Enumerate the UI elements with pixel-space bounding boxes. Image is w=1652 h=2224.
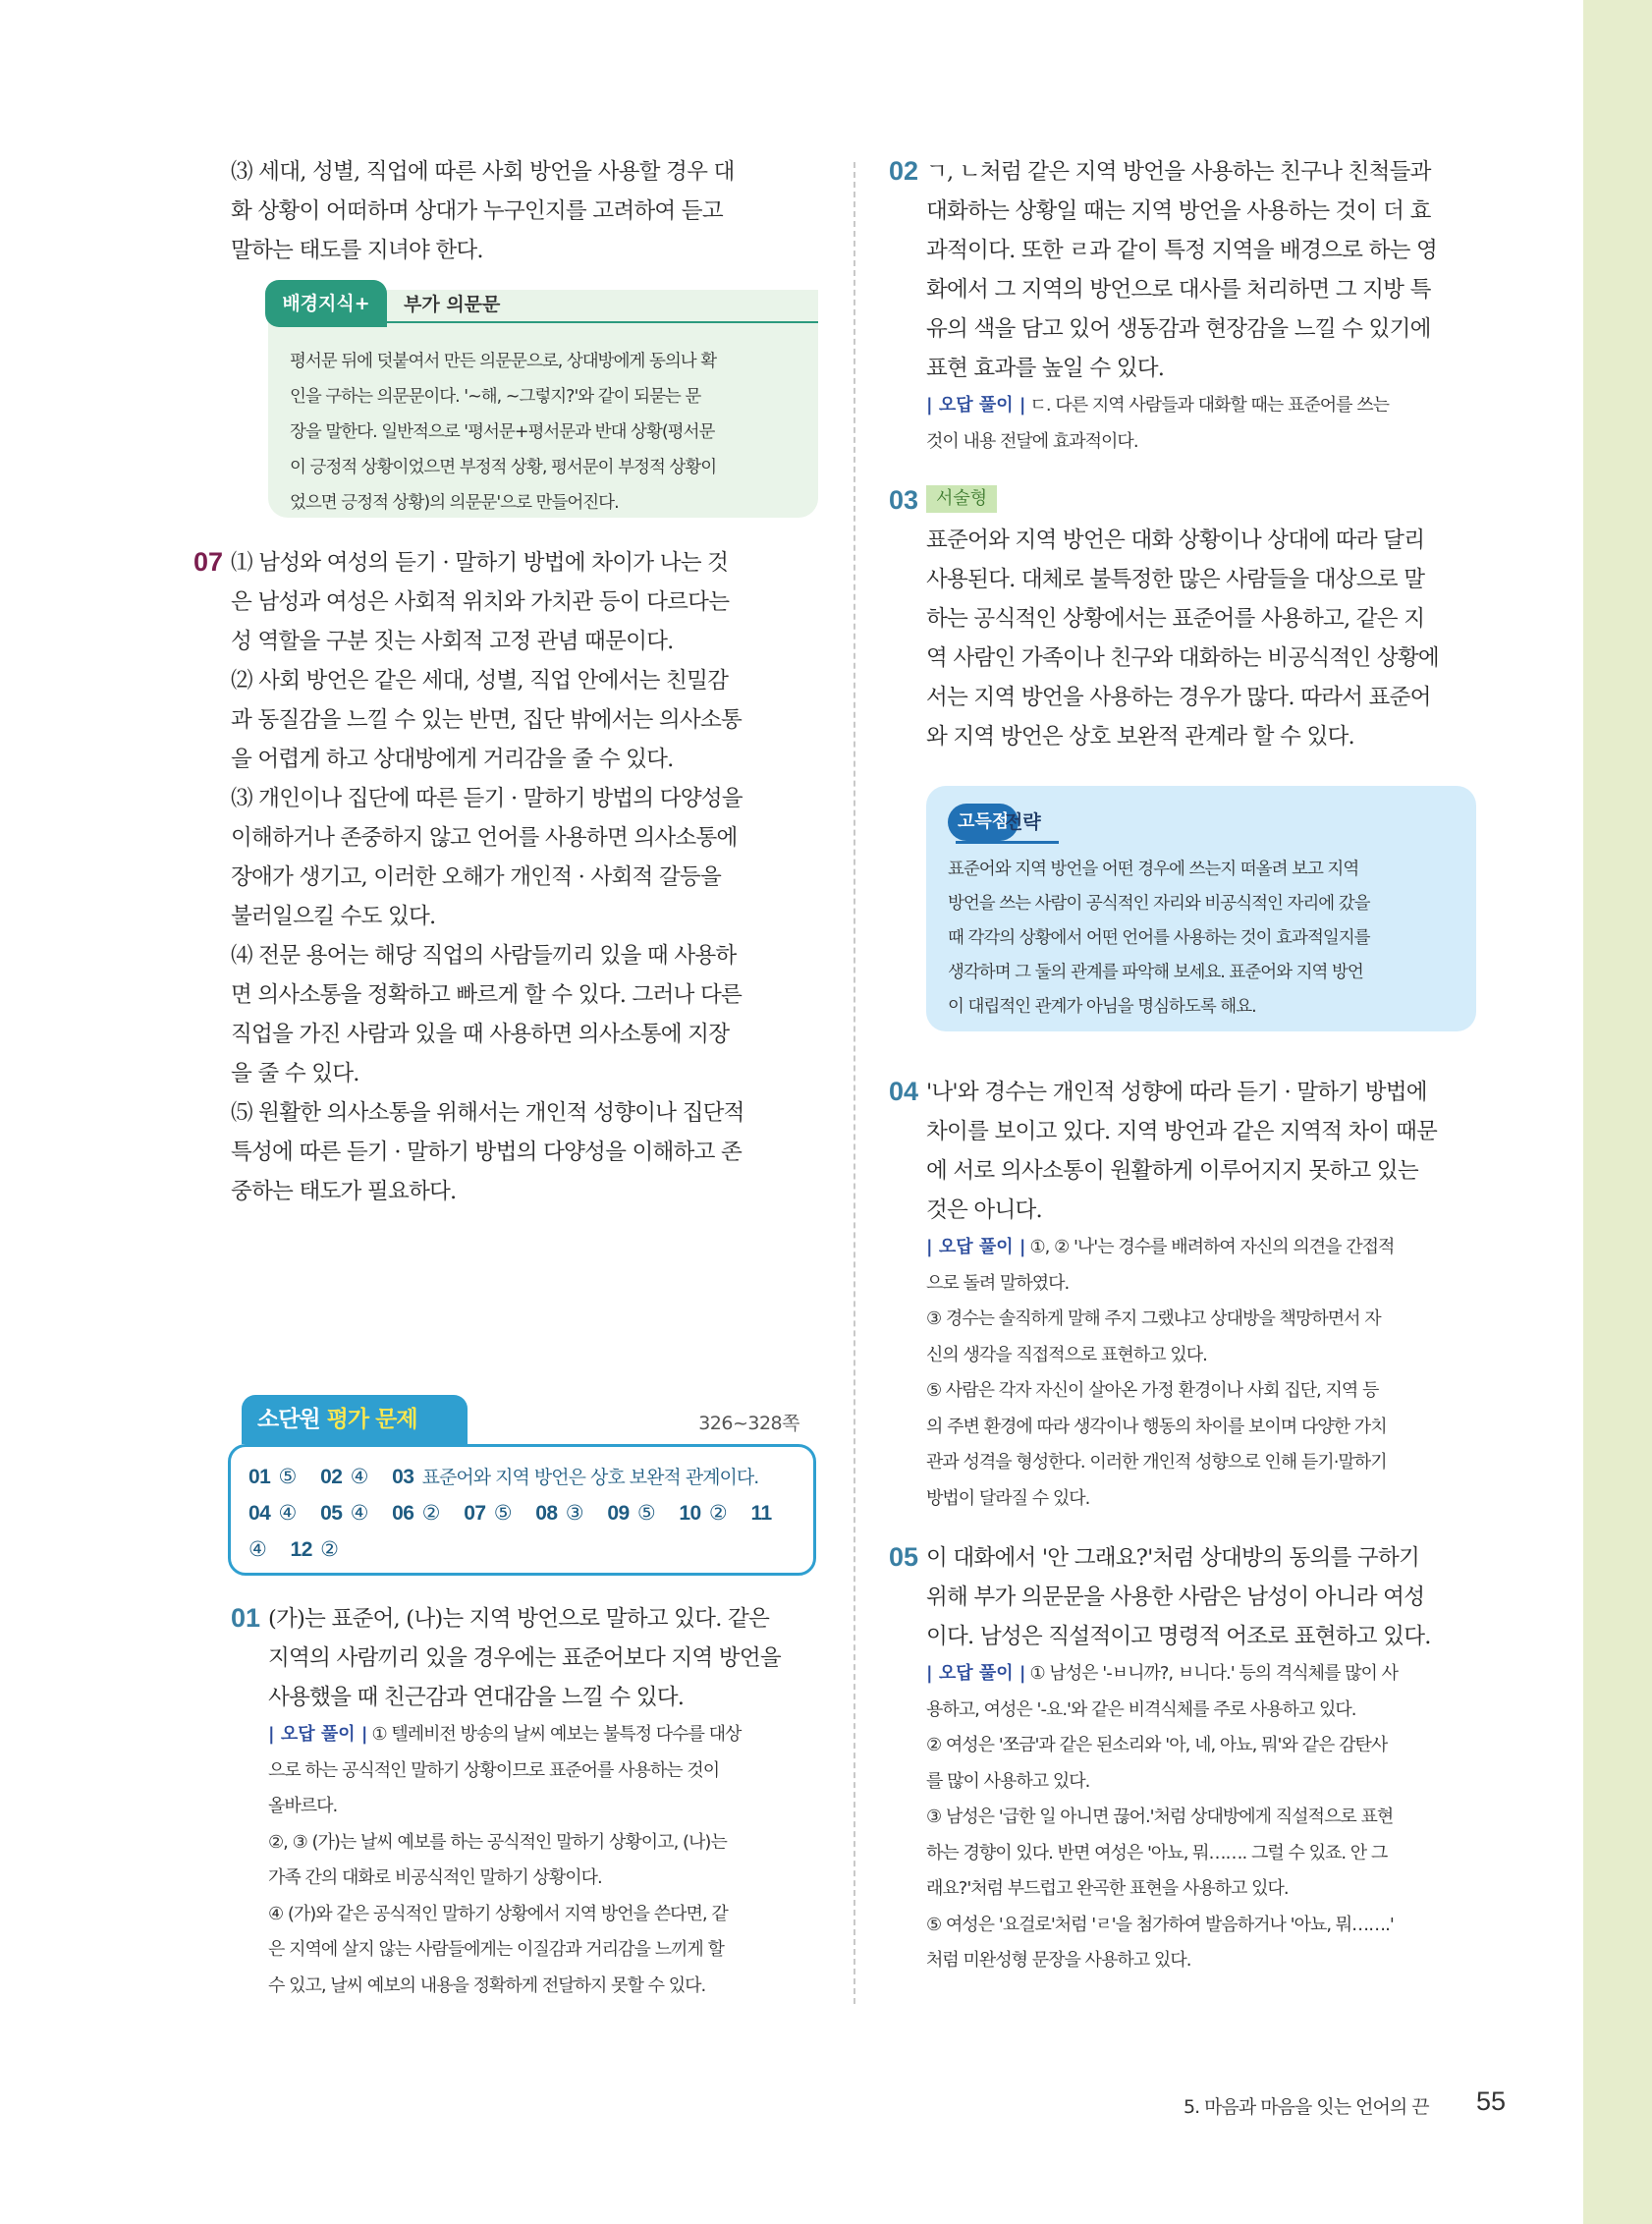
text-line: 이 대화에서 '안 그래요?'처럼 상대방의 동의를 구하기 (926, 1545, 1419, 1571)
error-line: ③ 경수는 솔직하게 말해 주지 그랬냐고 상대방을 책망하면서 자 (926, 1308, 1381, 1329)
text-line: 불러일으킬 수도 있다. (231, 904, 436, 929)
error-line: 으로 돌려 말하였다. (926, 1272, 1070, 1294)
answer-value: ④ (278, 1501, 297, 1525)
question-number: 03 (889, 485, 919, 515)
text-line: 을 어렵게 하고 상대방에게 거리감을 줄 수 있다. (231, 747, 674, 772)
background-knowledge-title: 부가 의문문 (404, 294, 501, 315)
text-line: 특성에 따른 듣기 · 말하기 방법의 다양성을 이해하고 존 (231, 1140, 742, 1165)
text-line: 과 동질감을 느낄 수 있는 반면, 집단 밖에서는 의사소통 (231, 707, 742, 733)
answer-number: 06 (392, 1502, 414, 1525)
text-line: 화 상황이 어떠하며 상대가 누구인지를 고려하여 듣고 (231, 198, 723, 224)
text-line: ⑷ 전문 용어는 해당 직업의 사람들끼리 있을 때 사용하 (231, 943, 737, 969)
question-01 (231, 1599, 820, 2004)
answer-value: ④ (248, 1537, 267, 1561)
text-line: 을 줄 수 있다. (231, 1061, 359, 1086)
answer-row (248, 1459, 796, 1495)
page-number: 55 (1476, 2086, 1507, 2116)
text-line: 면 의사소통을 정확하고 빠르게 할 수 있다. 그러나 다른 (231, 982, 742, 1008)
strategy-underline (956, 841, 1059, 844)
error-line: 올바르다. (268, 1796, 338, 1816)
error-line: 것이 내용 전달에 효과적이다. (926, 430, 1138, 452)
text-line: 이 긍정적 상황이었으면 부정적 상황, 평서문이 부정적 상황이 (290, 458, 717, 477)
error-line: | 오답 풀이 | ㄷ. 다른 지역 사람들과 대화할 때는 표준어를 쓰는 (926, 395, 1390, 416)
side-margin-band (1583, 0, 1652, 2224)
question-number: 01 (231, 1603, 261, 1633)
text-line: ⑶ 세대, 성별, 직업에 따른 사회 방언을 사용할 경우 대 (231, 159, 735, 185)
answer-number: 07 (464, 1502, 486, 1525)
error-line: 를 많이 사용하고 있다. (926, 1770, 1090, 1792)
text-line: 인을 구하는 의문문이다. '~해, ~그렇지?'와 같이 되묻는 문 (290, 387, 701, 407)
answer-number: 09 (607, 1502, 630, 1525)
answer-value: ③ (565, 1501, 584, 1525)
answer-number: 11 (750, 1502, 772, 1525)
text-line: 하는 공식적인 상황에서는 표준어를 사용하고, 같은 지 (926, 606, 1425, 632)
question-number: 05 (889, 1542, 919, 1572)
strategy-text (948, 853, 1370, 1025)
text-line: 표준어와 지역 방언은 대화 상황이나 상대에 따라 달리 (926, 528, 1425, 553)
error-analysis-label: | 오답 풀이 | (926, 1663, 1026, 1684)
answer-number: 02 (320, 1466, 343, 1488)
error-analysis-label: | 오답 풀이 | (926, 1237, 1026, 1257)
text-line: 차이를 보이고 있다. 지역 방언과 같은 지역적 차이 때문 (926, 1119, 1437, 1144)
text-line: 이다. 남성은 직설적이고 명령적 어조로 표현하고 있다. (926, 1624, 1431, 1649)
text-line: 사용된다. 대체로 불특정한 많은 사람들을 대상으로 말 (926, 567, 1425, 592)
essay-type-tag: 서술형 (926, 485, 997, 513)
error-line: 은 지역에 살지 않는 사람들에게는 이질감과 거리감을 느끼게 할 (268, 1939, 724, 1960)
error-line: ③ 남성은 '급한 일 아니면 끊어.'처럼 상대방에게 직설적으로 표현 (926, 1807, 1394, 1827)
answer-value: ④ (350, 1465, 368, 1488)
error-line: 수 있고, 날씨 예보의 내용을 정확하게 전달하지 못할 수 있다. (268, 1974, 706, 1996)
question-05 (889, 1538, 1488, 1979)
error-line: ④ (가)와 같은 공식적인 말하기 상황에서 지역 방언을 쓴다면, 같 (268, 1903, 728, 1924)
text-line: ㄱ, ㄴ처럼 같은 지역 방언을 사용하는 친구나 친척들과 (926, 159, 1431, 185)
question-number: 02 (889, 156, 919, 186)
question-02 (889, 152, 1488, 460)
answer-section-title (242, 1395, 468, 1444)
page-range: 326~328쪽 (698, 1413, 799, 1434)
text-line: 생각하며 그 둘의 관계를 파악해 보세요. 표준어와 지역 방언 (948, 963, 1363, 982)
answer-number: 10 (679, 1502, 701, 1525)
question-number: 07 (193, 547, 224, 577)
answer-value: ⑤ (278, 1465, 297, 1488)
error-line: | 오답 풀이 | ①, ② '나'는 경수를 배려하여 자신의 의견을 간접적 (926, 1237, 1395, 1257)
text-line: (가)는 표준어, (나)는 지역 방언으로 말하고 있다. 같은 (268, 1606, 770, 1632)
text-line: 에 서로 의사소통이 원활하게 이루어지지 못하고 있는 (926, 1158, 1418, 1184)
high-score-strategy-box (926, 786, 1476, 1031)
error-line: ⑤ 여성은 '요걸로'처럼 'ㄹ'을 첨가하여 발음하거나 '아뇨, 뭐…….' (926, 1914, 1394, 1935)
error-line: | 오답 풀이 | ① 남성은 '-ㅂ니까?, ㅂ니다.' 등의 격식체를 많이 사 (926, 1663, 1399, 1684)
error-line: 신의 생각을 직접적으로 표현하고 있다. (926, 1344, 1207, 1365)
answer-section-header (234, 1395, 819, 1446)
question-07 (193, 543, 820, 1211)
text-line: 화에서 그 지역의 방언으로 대사를 처리하면 그 지방 특 (926, 277, 1431, 303)
title-highlight: 평가 문제 (326, 1407, 417, 1432)
text-line: 이 대립적인 관계가 아님을 명심하도록 해요. (948, 997, 1256, 1017)
error-line: | 오답 풀이 | ① 텔레비전 방송의 날씨 예보는 불특정 다수를 대상 (268, 1724, 742, 1745)
title-underline (387, 321, 818, 323)
question-number: 04 (889, 1077, 919, 1106)
left-column (193, 152, 820, 1211)
answer-value: 표준어와 지역 방언은 상호 보완적 관계이다. (421, 1467, 759, 1488)
text-line: 역 사람인 가족이나 친구와 대화하는 비공식적인 상황에 (926, 645, 1439, 671)
error-line: 으로 하는 공식적인 말하기 상황이므로 표준어를 사용하는 것이 (268, 1759, 720, 1781)
text-line: 장을 말한다. 일반적으로 '평서문+평서문과 반대 상황(평서문 (290, 422, 715, 442)
answer-value: ④ (350, 1501, 368, 1525)
text-line: 유의 색을 담고 있어 생동감과 현장감을 느낄 수 있기에 (926, 316, 1431, 342)
answer-number: 12 (290, 1538, 312, 1561)
answer-row (248, 1531, 796, 1568)
answer-value: ⑤ (636, 1501, 656, 1525)
text-line: 사용했을 때 친근감과 연대감을 느낄 수 있다. (268, 1685, 685, 1710)
text-line: 장애가 생기고, 이러한 오해가 개인적 · 사회적 갈등을 (231, 864, 721, 890)
question-03 (889, 481, 1488, 756)
error-line: 의 주변 환경에 따라 생각이나 행동의 차이를 보이며 다양한 가치 (926, 1416, 1387, 1437)
error-analysis-label: | 오답 풀이 | (268, 1724, 368, 1745)
title-prefix: 소단원 (257, 1407, 327, 1432)
error-line: 처럼 미완성형 문장을 사용하고 있다. (926, 1950, 1191, 1971)
text-line: 말하는 태도를 지녀야 한다. (231, 238, 483, 263)
chapter-footer: 5. 마음과 마음을 잇는 언어의 끈 (1184, 2096, 1429, 2118)
text-line: 이해하거나 존중하지 않고 언어를 사용하면 의사소통에 (231, 825, 738, 851)
answer-value: ② (421, 1501, 440, 1525)
error-line: ⑤ 사람은 각자 자신이 살아온 가정 환경이나 사회 집단, 지역 등 (926, 1380, 1379, 1401)
text-line: 중하는 태도가 필요하다. (231, 1179, 457, 1204)
answer-number: 01 (248, 1466, 271, 1488)
text-line: 와 지역 방언은 상호 보완적 관계라 할 수 있다. (926, 724, 1354, 750)
text-line: 성 역할을 구분 짓는 사회적 고정 관념 때문이다. (231, 629, 674, 654)
answer-key-box (228, 1444, 816, 1576)
error-line: 방법이 달라질 수 있다. (926, 1487, 1090, 1509)
text-line: 직업을 가진 사람과 있을 때 사용하면 의사소통에 지장 (231, 1022, 730, 1047)
answer-number: 05 (320, 1502, 343, 1525)
error-line: 하는 경향이 있다. 반면 여성은 '아뇨, 뭐……. 그럴 수 있죠. 안 그 (926, 1842, 1388, 1863)
error-line: ②, ③ (가)는 날씨 예보를 하는 공식적인 말하기 상황이고, (나)는 (268, 1831, 727, 1853)
answer-row (248, 1495, 796, 1531)
answer-value: ② (320, 1537, 339, 1561)
text-line: 지역의 사람끼리 있을 경우에는 표준어보다 지역 방언을 (268, 1645, 781, 1671)
answer-number: 04 (248, 1502, 271, 1525)
text-line: 표준어와 지역 방언을 어떤 경우에 쓰는지 떠올려 보고 지역 (948, 860, 1359, 879)
text-line: ⑴ 남성와 여성의 듣기 · 말하기 방법에 차이가 나는 것 (231, 550, 729, 576)
text-line: 었으면 긍정적 상황)의 의문문'으로 만들어진다. (290, 493, 619, 513)
error-line: ② 여성은 '쪼금'과 같은 된소리와 '아, 네, 아뇨, 뭐'와 같은 감탄사 (926, 1735, 1388, 1755)
answer-value: ② (708, 1501, 728, 1525)
text-line: 때 각각의 상황에서 어떤 언어를 사용하는 것이 효과적일지를 (948, 928, 1370, 948)
text-line: ⑵ 사회 방언은 같은 세대, 성별, 직업 안에서는 친밀감 (231, 668, 729, 694)
error-analysis-label: | 오답 풀이 | (926, 395, 1026, 416)
error-line: 용하고, 여성은 '-요.'와 같은 비격식체를 주로 사용하고 있다. (926, 1698, 1356, 1720)
answer-number: 08 (535, 1502, 558, 1525)
text-line: '나'와 경수는 개인적 성향에 따라 듣기 · 말하기 방법에 (926, 1080, 1427, 1105)
background-knowledge-text (290, 344, 716, 521)
text-line: 방언을 쓰는 사람이 공식적인 자리와 비공식적인 자리에 갔을 (948, 894, 1370, 914)
strategy-title: 전략 (1005, 811, 1041, 833)
text-line: ⑸ 원활한 의사소통을 위해서는 개인적 성향이나 집단적 (231, 1100, 744, 1126)
text-line: 위해 부가 의문문을 사용한 사람은 남성이 아니라 여성 (926, 1585, 1425, 1610)
background-knowledge-label: 배경지식+ (265, 280, 387, 327)
strategy-badge: 고득점 (948, 804, 1019, 841)
text-line: 것은 아니다. (926, 1197, 1042, 1223)
answer-number: 03 (392, 1466, 414, 1488)
text-line: 대화하는 상황일 때는 지역 방언을 사용하는 것이 더 효 (926, 198, 1431, 224)
text-line: 과적이다. 또한 ㄹ과 같이 특정 지역을 배경으로 하는 영 (926, 238, 1437, 263)
text-line: 평서문 뒤에 덧붙여서 만든 의문문으로, 상대방에게 동의나 확 (290, 352, 717, 371)
error-line: 가족 간의 대화로 비공식적인 말하기 상황이다. (268, 1867, 602, 1888)
error-line: 관과 성격을 형성한다. 이러한 개인적 성향으로 인해 듣기·말하기 (926, 1452, 1387, 1473)
text-line: 은 남성과 여성은 사회적 위치와 가치관 등이 다르다는 (231, 589, 730, 615)
text-line: 서는 지역 방언을 사용하는 경우가 많다. 따라서 표준어 (926, 685, 1431, 710)
intro-paragraph (231, 152, 820, 270)
right-column (889, 152, 1488, 1979)
column-divider (854, 162, 855, 2004)
error-line: 래요?'처럼 부드럽고 완곡한 표현을 사용하고 있다. (926, 1878, 1289, 1899)
text-line: ⑶ 개인이나 집단에 따른 듣기 · 말하기 방법의 다양성을 (231, 786, 743, 811)
background-knowledge-box (268, 290, 818, 518)
question-04 (889, 1073, 1488, 1517)
answer-value: ⑤ (493, 1501, 513, 1525)
text-line: 표현 효과를 높일 수 있다. (926, 356, 1165, 381)
